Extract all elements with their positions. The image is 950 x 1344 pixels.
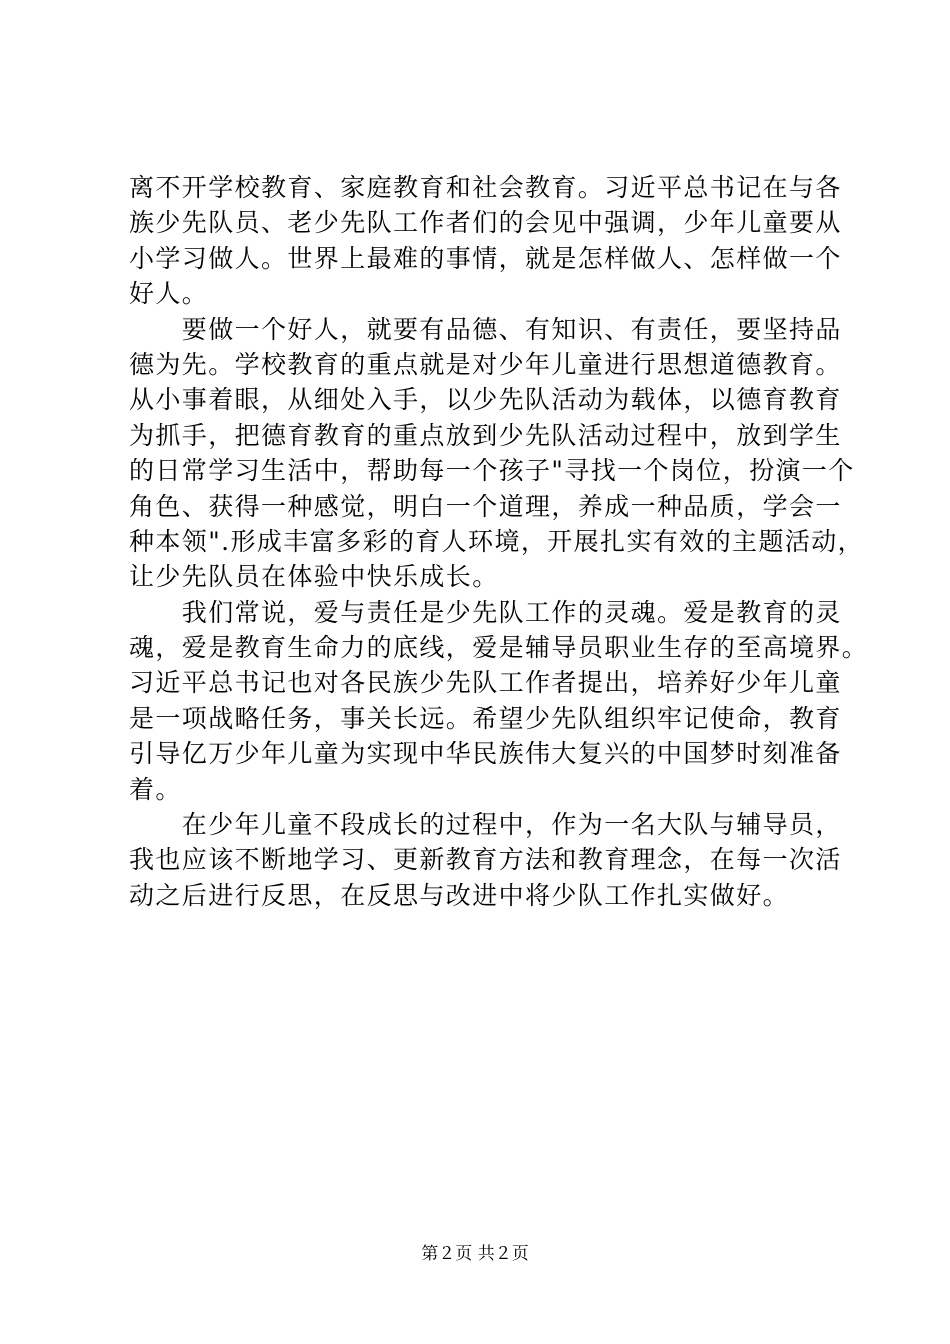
text-line: 离不开学校教育、家庭教育和社会教育。习近平总书记在与各 (129, 173, 842, 202)
text-line: 的日常学习生活中，帮助每一个孩子"寻找一个岗位，扮演一个 (129, 456, 855, 486)
text-line: 动之后进行反思，在反思与改进中将少队工作扎实做好。 (129, 880, 790, 910)
text-line: 要做一个好人，就要有品德、有知识、有责任，要坚持品 (129, 314, 842, 344)
text-line: 魂，爱是教育生命力的底线，爱是辅导员职业生存的至高境界。 (129, 633, 869, 663)
text-line: 我也应该不断地学习、更新教育方法和教育理念，在每一次活 (129, 845, 842, 875)
text-line: 让少先队员在体验中快乐成长。 (129, 562, 499, 592)
text-line: 引导亿万少年儿童为实现中华民族伟大复兴的中国梦时刻准备 (129, 739, 842, 769)
body-text (129, 170, 869, 913)
page-number-footer: 第２页 共２页 (421, 1244, 529, 1264)
text-line: 德为先。学校教育的重点就是对少年儿童进行思想道德教育。 (129, 349, 842, 379)
text-line: 小学习做人。世界上最难的事情，就是怎样做人、怎样做一个 (129, 243, 842, 273)
text-line: 着。 (129, 774, 182, 804)
text-line: 好人。 (129, 279, 209, 309)
text-line: 习近平总书记也对各民族少先队工作者提出，培养好少年儿童 (129, 668, 842, 698)
text-line: 从小事着眼，从细处入手，以少先队活动为载体，以德育教育 (129, 385, 842, 415)
text-line: 种本领".形成丰富多彩的育人环境，开展扎实有效的主题活动， (129, 526, 865, 556)
text-line: 角色、获得一种感觉，明白一个道理，养成一种品质，学会一 (129, 491, 842, 521)
text-line: 在少年儿童不段成长的过程中，作为一名大队与辅导员， (129, 810, 842, 840)
text-line: 族少先队员、老少先队工作者们的会见中强调，少年儿童要从 (129, 208, 842, 238)
text-line: 我们常说，爱与责任是少先队工作的灵魂。爱是教育的灵 (129, 597, 842, 627)
text-line: 是一项战略任务，事关长远。希望少先队组织牢记使命，教育 (129, 703, 842, 733)
text-line: 为抓手，把德育教育的重点放到少先队活动过程中，放到学生 (129, 420, 842, 450)
